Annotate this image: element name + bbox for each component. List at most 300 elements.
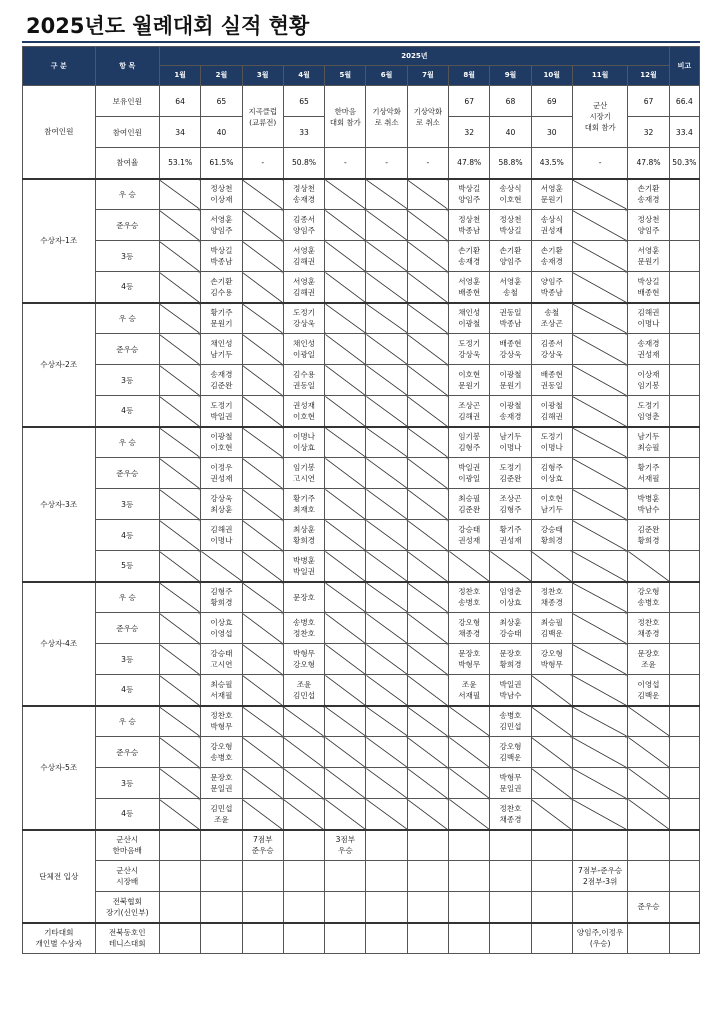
winner-names-cell: 남기두 최승필	[628, 427, 669, 458]
empty-diagonal-cell	[572, 799, 627, 830]
rank-label: 3등	[95, 644, 159, 675]
empty-diagonal-cell	[242, 675, 283, 706]
empty-diagonal-cell	[242, 706, 283, 737]
team-result-cell	[366, 861, 407, 892]
winner-names-cell: 이광철 문원기	[490, 365, 531, 396]
empty-diagonal-cell	[407, 334, 448, 365]
winner-names-cell: 황기주 권성재	[490, 520, 531, 551]
winner-names-cell: 도정기 김준완	[490, 458, 531, 489]
empty-diagonal-cell	[325, 520, 366, 551]
winner-names-cell: 도정기 강상욱	[283, 303, 324, 334]
empty-diagonal-cell	[628, 768, 669, 799]
rank-label: 4등	[95, 520, 159, 551]
team-result-cell	[283, 861, 324, 892]
other-result-cell	[201, 923, 242, 954]
empty-diagonal-cell	[531, 706, 572, 737]
winner-names-cell: 이호현 남기두	[531, 489, 572, 520]
note-cell: 66.4	[669, 86, 699, 117]
empty-diagonal-cell	[449, 799, 490, 830]
rank-label: 우 승	[95, 706, 159, 737]
note-cell	[669, 427, 699, 458]
winner-names-cell: 정찬호 송병호	[449, 582, 490, 613]
winner-names-cell: 손기환 송재경	[449, 241, 490, 272]
empty-diagonal-cell	[407, 520, 448, 551]
other-result-cell	[159, 923, 200, 954]
empty-diagonal-cell	[366, 551, 407, 582]
empty-diagonal-cell	[242, 210, 283, 241]
group-label: 수상자-5조	[23, 706, 96, 830]
winner-names-cell: 이명나 이상효	[283, 427, 324, 458]
attended-count-cell: 30	[531, 117, 572, 148]
team-result-cell	[201, 861, 242, 892]
note-cell	[669, 334, 699, 365]
empty-diagonal-cell	[407, 396, 448, 427]
winner-names-cell: 권동일 박종남	[490, 303, 531, 334]
empty-diagonal-cell	[572, 179, 627, 210]
empty-diagonal-cell	[159, 272, 200, 303]
winner-names-cell: 정상천 박종남	[449, 210, 490, 241]
empty-diagonal-cell	[242, 613, 283, 644]
team-result-cell	[490, 830, 531, 861]
winner-names-cell: 김종서 강상욱	[531, 334, 572, 365]
empty-diagonal-cell	[572, 520, 627, 551]
empty-diagonal-cell	[325, 799, 366, 830]
winner-names-cell: 강오형 송병호	[201, 737, 242, 768]
empty-diagonal-cell	[407, 427, 448, 458]
note-cell	[669, 551, 699, 582]
winner-names-cell: 이정우 권성재	[201, 458, 242, 489]
empty-diagonal-cell	[283, 706, 324, 737]
empty-diagonal-cell	[572, 241, 627, 272]
empty-diagonal-cell	[159, 396, 200, 427]
empty-diagonal-cell	[366, 644, 407, 675]
empty-diagonal-cell	[407, 799, 448, 830]
team-event-label: 군산시 한마음배	[95, 830, 159, 861]
team-result-cell: 3점부 우승	[325, 830, 366, 861]
team-result-cell	[490, 861, 531, 892]
other-section-label: 기타대회 개인별 수상자	[23, 923, 96, 954]
empty-diagonal-cell	[407, 489, 448, 520]
rank-label: 준우승	[95, 458, 159, 489]
empty-diagonal-cell	[325, 706, 366, 737]
group-label: 수상자-3조	[23, 427, 96, 582]
empty-diagonal-cell	[242, 489, 283, 520]
empty-diagonal-cell	[325, 644, 366, 675]
winner-names-cell: 박병훈 박남수	[628, 489, 669, 520]
rank-label: 3등	[95, 241, 159, 272]
team-result-cell	[628, 861, 669, 892]
note-cell	[669, 830, 699, 861]
empty-diagonal-cell	[242, 520, 283, 551]
empty-diagonal-cell	[159, 799, 200, 830]
rank-label: 준우승	[95, 334, 159, 365]
rank-label: 3등	[95, 768, 159, 799]
empty-diagonal-cell	[572, 675, 627, 706]
rate-cell: 50.8%	[283, 148, 324, 179]
empty-diagonal-cell	[242, 396, 283, 427]
rank-label: 3등	[95, 365, 159, 396]
note-cell	[669, 458, 699, 489]
header-month: 8월	[449, 66, 490, 86]
empty-diagonal-cell	[572, 768, 627, 799]
winner-names-cell: 강오형 박형무	[531, 644, 572, 675]
winner-names-cell: 문장호 황희경	[490, 644, 531, 675]
winner-names-cell: 박상길 박종남	[201, 241, 242, 272]
winner-names-cell: 송재경 권성재	[628, 334, 669, 365]
header-month: 10월	[531, 66, 572, 86]
empty-diagonal-cell	[159, 210, 200, 241]
team-section-label: 단체전 입상	[23, 830, 96, 923]
empty-diagonal-cell	[159, 489, 200, 520]
winner-names-cell: 이광철 이호현	[201, 427, 242, 458]
rank-label: 우 승	[95, 582, 159, 613]
empty-diagonal-cell	[325, 303, 366, 334]
winner-names-cell: 박병훈 박일권	[283, 551, 324, 582]
empty-diagonal-cell	[407, 613, 448, 644]
empty-diagonal-cell	[572, 551, 627, 582]
held-count-cell: 67	[449, 86, 490, 117]
winner-names-cell: 도정기 이명나	[531, 427, 572, 458]
header-year: 2025년	[159, 47, 669, 66]
empty-diagonal-cell	[531, 551, 572, 582]
empty-diagonal-cell	[366, 799, 407, 830]
note-cell	[669, 303, 699, 334]
winner-names-cell: 도정기 박일권	[201, 396, 242, 427]
held-count-cell: 67	[628, 86, 669, 117]
other-result-cell: 양임주,이정우 (우승)	[572, 923, 627, 954]
note-cell	[669, 923, 699, 954]
other-result-cell	[628, 923, 669, 954]
winner-names-cell: 최승필 서재필	[201, 675, 242, 706]
empty-diagonal-cell	[283, 799, 324, 830]
note-cell: 50.3%	[669, 148, 699, 179]
winner-names-cell: 조상곤 김해권	[449, 396, 490, 427]
winner-names-cell: 송철 조상곤	[531, 303, 572, 334]
winner-names-cell: 임기봉 김형주	[449, 427, 490, 458]
rate-cell: 47.8%	[449, 148, 490, 179]
note-cell	[669, 675, 699, 706]
empty-diagonal-cell	[159, 768, 200, 799]
empty-diagonal-cell	[159, 582, 200, 613]
group-label: 수상자-2조	[23, 303, 96, 427]
empty-diagonal-cell	[531, 675, 572, 706]
winner-names-cell: 채인성 이광철	[449, 303, 490, 334]
empty-diagonal-cell	[449, 768, 490, 799]
note-cell	[669, 241, 699, 272]
empty-diagonal-cell	[572, 272, 627, 303]
empty-diagonal-cell	[366, 458, 407, 489]
team-result-cell	[325, 861, 366, 892]
rate-cell: 53.1%	[159, 148, 200, 179]
empty-diagonal-cell	[242, 303, 283, 334]
winner-names-cell: 서영훈 송철	[490, 272, 531, 303]
team-result-cell	[366, 830, 407, 861]
winner-names-cell: 김수용 권동일	[283, 365, 324, 396]
merged-note-cell: 지곡클럽 (교류전)	[242, 86, 283, 148]
winner-names-cell: 손기환 송재경	[531, 241, 572, 272]
winner-names-cell: 황기주 서재필	[628, 458, 669, 489]
empty-diagonal-cell	[366, 241, 407, 272]
empty-diagonal-cell	[159, 241, 200, 272]
note-cell	[669, 582, 699, 613]
empty-diagonal-cell	[325, 737, 366, 768]
empty-diagonal-cell	[242, 365, 283, 396]
empty-diagonal-cell	[242, 551, 283, 582]
empty-diagonal-cell	[407, 551, 448, 582]
note-cell	[669, 520, 699, 551]
winner-names-cell: 정상천 송재경	[283, 179, 324, 210]
empty-diagonal-cell	[283, 737, 324, 768]
team-result-cell	[449, 830, 490, 861]
winner-names-cell: 임영춘 이상효	[490, 582, 531, 613]
winner-names-cell: 도정기 임영춘	[628, 396, 669, 427]
held-count-cell: 65	[283, 86, 324, 117]
team-result-cell	[407, 830, 448, 861]
attended-count-cell: 34	[159, 117, 200, 148]
empty-diagonal-cell	[407, 179, 448, 210]
rate-cell: 43.5%	[531, 148, 572, 179]
attended-count-cell: 40	[490, 117, 531, 148]
empty-diagonal-cell	[366, 427, 407, 458]
rate-cell: -	[242, 148, 283, 179]
winner-names-cell: 채인성 이광일	[283, 334, 324, 365]
note-cell: 33.4	[669, 117, 699, 148]
note-cell	[669, 272, 699, 303]
empty-diagonal-cell	[572, 644, 627, 675]
team-result-cell	[242, 892, 283, 923]
empty-diagonal-cell	[572, 458, 627, 489]
winner-names-cell: 도정기 강상욱	[449, 334, 490, 365]
empty-diagonal-cell	[366, 613, 407, 644]
winner-names-cell: 배종현 강상욱	[490, 334, 531, 365]
team-result-cell	[531, 830, 572, 861]
team-result-cell	[449, 861, 490, 892]
empty-diagonal-cell	[242, 799, 283, 830]
empty-diagonal-cell	[325, 179, 366, 210]
winner-names-cell: 정상천 양임주	[628, 210, 669, 241]
winner-names-cell: 조윤 서재필	[449, 675, 490, 706]
empty-diagonal-cell	[325, 210, 366, 241]
empty-diagonal-cell	[242, 241, 283, 272]
note-cell	[669, 706, 699, 737]
header-month: 1월	[159, 66, 200, 86]
team-result-cell	[283, 830, 324, 861]
winner-names-cell: 박일권 이광일	[449, 458, 490, 489]
winner-names-cell: 서영훈 김해권	[283, 272, 324, 303]
empty-diagonal-cell	[325, 582, 366, 613]
winner-names-cell: 박상길 양임주	[449, 179, 490, 210]
empty-diagonal-cell	[407, 675, 448, 706]
empty-diagonal-cell	[159, 675, 200, 706]
empty-diagonal-cell	[449, 737, 490, 768]
rank-label: 4등	[95, 396, 159, 427]
winner-names-cell: 송병호 정찬호	[283, 613, 324, 644]
empty-diagonal-cell	[531, 799, 572, 830]
empty-diagonal-cell	[628, 551, 669, 582]
team-result-cell	[407, 861, 448, 892]
rank-label: 준우승	[95, 737, 159, 768]
winner-names-cell: 최승필 김백운	[531, 613, 572, 644]
row-item-label: 보유인원	[95, 86, 159, 117]
rank-label: 우 승	[95, 179, 159, 210]
empty-diagonal-cell	[159, 644, 200, 675]
empty-diagonal-cell	[366, 489, 407, 520]
winner-names-cell: 문장호 조윤	[628, 644, 669, 675]
rank-label: 5등	[95, 551, 159, 582]
empty-diagonal-cell	[366, 179, 407, 210]
winner-names-cell: 문장호 박형무	[449, 644, 490, 675]
empty-diagonal-cell	[572, 210, 627, 241]
empty-diagonal-cell	[325, 768, 366, 799]
rank-label: 준우승	[95, 613, 159, 644]
winner-names-cell: 문장호	[283, 582, 324, 613]
other-result-cell	[242, 923, 283, 954]
winner-names-cell: 채인성 남기두	[201, 334, 242, 365]
winner-names-cell: 이광철 송재경	[490, 396, 531, 427]
note-cell	[669, 365, 699, 396]
winner-names-cell: 권성재 이호현	[283, 396, 324, 427]
empty-diagonal-cell	[159, 613, 200, 644]
winner-names-cell: 송상식 권성재	[531, 210, 572, 241]
winner-names-cell: 박형무 강오형	[283, 644, 324, 675]
empty-diagonal-cell	[325, 675, 366, 706]
empty-diagonal-cell	[159, 706, 200, 737]
merged-note-cell: 군산 시장기 대회 참가	[572, 86, 627, 148]
attended-count-cell: 33	[283, 117, 324, 148]
team-result-cell	[572, 830, 627, 861]
empty-diagonal-cell	[366, 396, 407, 427]
header-gubun: 구 분	[23, 47, 96, 86]
empty-diagonal-cell	[407, 737, 448, 768]
empty-diagonal-cell	[572, 613, 627, 644]
held-count-cell: 65	[201, 86, 242, 117]
held-count-cell: 68	[490, 86, 531, 117]
empty-diagonal-cell	[572, 582, 627, 613]
other-result-cell	[366, 923, 407, 954]
rate-cell: 61.5%	[201, 148, 242, 179]
empty-diagonal-cell	[325, 365, 366, 396]
empty-diagonal-cell	[407, 365, 448, 396]
held-count-cell: 64	[159, 86, 200, 117]
title-underline	[22, 41, 700, 43]
winner-names-cell: 이상효 이영섭	[201, 613, 242, 644]
team-result-cell	[325, 892, 366, 923]
empty-diagonal-cell	[531, 768, 572, 799]
empty-diagonal-cell	[366, 334, 407, 365]
empty-diagonal-cell	[366, 582, 407, 613]
winner-names-cell: 손기환 송재경	[628, 179, 669, 210]
header-month: 11월	[572, 66, 627, 86]
empty-diagonal-cell	[449, 706, 490, 737]
merged-note-cell: 기상악화 로 취소	[407, 86, 448, 148]
results-table	[22, 46, 700, 954]
winner-names-cell: 임기봉 고시연	[283, 458, 324, 489]
winner-names-cell: 이호현 문원기	[449, 365, 490, 396]
winner-names-cell: 김해권 이명나	[628, 303, 669, 334]
empty-diagonal-cell	[242, 334, 283, 365]
winner-names-cell: 정찬호 채종경	[490, 799, 531, 830]
note-cell	[669, 737, 699, 768]
winner-names-cell: 김해권 이명나	[201, 520, 242, 551]
empty-diagonal-cell	[572, 365, 627, 396]
empty-diagonal-cell	[159, 520, 200, 551]
winner-names-cell: 서영훈 문원기	[531, 179, 572, 210]
note-cell	[669, 892, 699, 923]
winner-names-cell: 최승필 김준완	[449, 489, 490, 520]
empty-diagonal-cell	[628, 799, 669, 830]
winner-names-cell: 이상재 임기봉	[628, 365, 669, 396]
winner-names-cell: 이광철 김해권	[531, 396, 572, 427]
empty-diagonal-cell	[325, 241, 366, 272]
winner-names-cell: 최상훈 강승태	[490, 613, 531, 644]
note-cell	[669, 489, 699, 520]
empty-diagonal-cell	[325, 489, 366, 520]
empty-diagonal-cell	[366, 365, 407, 396]
rate-cell: 58.8%	[490, 148, 531, 179]
note-cell	[669, 799, 699, 830]
winner-names-cell: 배종현 권동일	[531, 365, 572, 396]
winner-names-cell: 송상식 이호현	[490, 179, 531, 210]
empty-diagonal-cell	[366, 706, 407, 737]
winner-names-cell: 강승태 황희경	[531, 520, 572, 551]
other-result-cell	[449, 923, 490, 954]
note-cell	[669, 613, 699, 644]
team-event-label: 군산시 시장배	[95, 861, 159, 892]
winner-names-cell: 정찬호 채종경	[628, 613, 669, 644]
winner-names-cell: 김형주 황희경	[201, 582, 242, 613]
winner-names-cell: 박형무 문일권	[490, 768, 531, 799]
empty-diagonal-cell	[572, 334, 627, 365]
empty-diagonal-cell	[159, 303, 200, 334]
team-result-cell	[283, 892, 324, 923]
team-result-cell	[531, 892, 572, 923]
empty-diagonal-cell	[242, 768, 283, 799]
empty-diagonal-cell	[159, 334, 200, 365]
merged-note-cell: 기상악화 로 취소	[366, 86, 407, 148]
empty-diagonal-cell	[242, 737, 283, 768]
rank-label: 4등	[95, 675, 159, 706]
header-month: 5월	[325, 66, 366, 86]
winner-names-cell: 김종서 양임주	[283, 210, 324, 241]
header-month: 12월	[628, 66, 669, 86]
empty-diagonal-cell	[628, 737, 669, 768]
empty-diagonal-cell	[283, 768, 324, 799]
rank-label: 3등	[95, 489, 159, 520]
team-event-label: 전북협회 장기(신인부)	[95, 892, 159, 923]
team-result-cell	[201, 892, 242, 923]
winner-names-cell: 조상곤 김형주	[490, 489, 531, 520]
team-result-cell	[159, 892, 200, 923]
rate-cell: 47.8%	[628, 148, 669, 179]
team-result-cell	[201, 830, 242, 861]
page-title: 2025년도 월례대회 실적 현황	[26, 14, 310, 38]
empty-diagonal-cell	[490, 551, 531, 582]
winner-names-cell: 정상천 박상길	[490, 210, 531, 241]
rate-cell: -	[325, 148, 366, 179]
winner-names-cell: 강오형 김백운	[490, 737, 531, 768]
empty-diagonal-cell	[242, 644, 283, 675]
empty-diagonal-cell	[242, 582, 283, 613]
empty-diagonal-cell	[366, 675, 407, 706]
winner-names-cell: 정상천 이상재	[201, 179, 242, 210]
empty-diagonal-cell	[159, 737, 200, 768]
team-result-cell	[159, 830, 200, 861]
team-result-cell	[490, 892, 531, 923]
team-result-cell	[572, 892, 627, 923]
rank-label: 우 승	[95, 303, 159, 334]
empty-diagonal-cell	[242, 179, 283, 210]
group-label: 수상자-4조	[23, 582, 96, 706]
